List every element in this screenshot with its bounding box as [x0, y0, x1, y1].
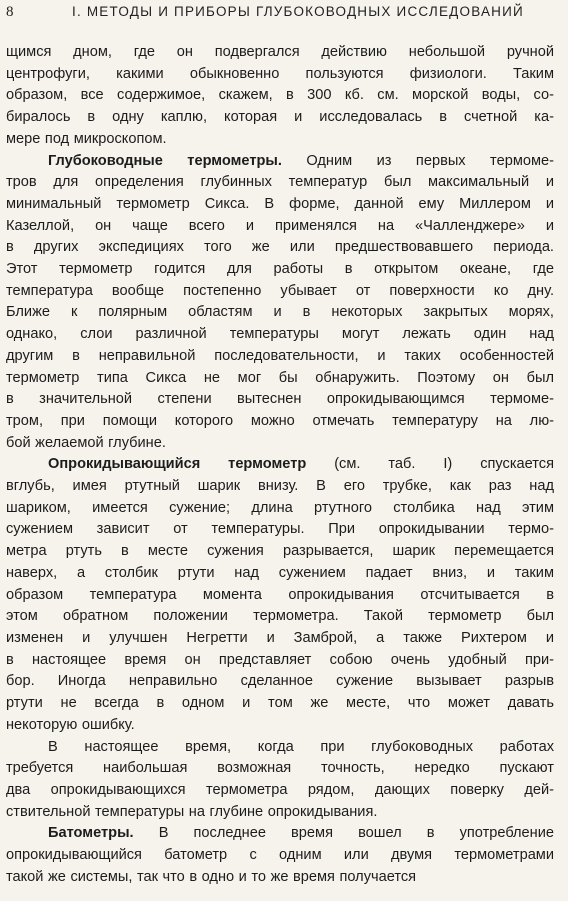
line-text: Одним из первых термоме- [281, 152, 554, 169]
text-line [6, 802, 554, 824]
paragraph [6, 737, 554, 824]
text-line [6, 389, 554, 411]
text-line [6, 324, 554, 346]
line-text: температура вообще постепенно убывает от поверхности ко дну. [6, 282, 554, 299]
line-text: наверх, а столбик ртути над сужением падает вниз, и таким [6, 564, 554, 581]
line-text: бор. Иногда неправильно сделанное сужение вызывает разрыв [6, 673, 554, 690]
text-line [6, 476, 554, 498]
line-text: в настоящее время он представляет собою очень удобный при- [6, 651, 554, 668]
text-line [6, 64, 554, 86]
text-line [6, 107, 554, 129]
line-text: такой же системы, так что в одно и то же время получается [6, 868, 417, 885]
line-text: тров для определения глубинных температур был максимальный и [6, 174, 554, 191]
text-line [6, 302, 554, 324]
line-text: этом обратном положении термометра. Такой термометр был [6, 608, 554, 625]
line-text: метра ртуть в месте сужения разрывается, шарик перемещается [6, 543, 554, 560]
line-text: два опрокидывающихся термометра рядом, дающих поверку дей- [6, 781, 554, 798]
line-text: однако, слои различной температуры могут лежать один над [6, 326, 554, 343]
text-line [6, 454, 554, 476]
text-line [6, 498, 554, 520]
text-line [6, 42, 554, 64]
text-line [6, 368, 554, 390]
text-line [6, 585, 554, 607]
text-line [6, 563, 554, 585]
text-line [6, 606, 554, 628]
text-line [6, 693, 554, 715]
text-line [6, 259, 554, 281]
section-heading: Опрокидывающийся термометр [48, 456, 307, 473]
chapter-title: I. МЕТОДЫ И ПРИБОРЫ ГЛУБОКОВОДНЫХ ИССЛЕДОВАНИЙ [72, 4, 524, 19]
line-text: в значительной степени вытеснен опрокидывающимся термоме- [6, 391, 554, 408]
body-text [6, 42, 554, 888]
text-line [6, 194, 554, 216]
line-text: В настоящее время, когда при глубоководных работах [48, 738, 554, 755]
line-text: шариком, имеется сужение; длина ртутного столбика над этим [6, 499, 554, 516]
line-text: В последнее время вошел в употребление [133, 825, 554, 842]
text-line [6, 85, 554, 107]
line-text: образом температура момента опрокидывания отсчитывается в [6, 586, 554, 603]
text-line [6, 281, 554, 303]
text-line [6, 433, 554, 455]
line-text: термометр типа Сикса не мог бы обнаружить. Поэтому он был [6, 369, 554, 386]
text-line [6, 715, 554, 737]
running-header [6, 4, 554, 30]
line-text: (см. таб. I) спускается [306, 456, 554, 473]
text-line [6, 867, 554, 889]
text-line [6, 151, 554, 173]
text-line [6, 346, 554, 368]
text-line [6, 129, 554, 151]
line-text: тром, при помощи которого можно отмечать температуру на лю- [6, 412, 554, 429]
line-text: ртути не всегда в одном и том же месте, что может давать [6, 695, 554, 712]
line-text: вглубь, имея ртутный шарик внизу. В его трубке, как раз над [6, 478, 554, 495]
text-line [6, 519, 554, 541]
text-line [6, 237, 554, 259]
text-line [6, 541, 554, 563]
line-text: Казеллой, он чаще всего и применялся на «Чалленджере» и [6, 217, 554, 234]
line-text: мере под микроскопом. [6, 130, 167, 147]
text-line [6, 172, 554, 194]
text-line [6, 411, 554, 433]
line-text: образом, все содержимое, скажем, в 300 кб. см. морской воды, со- [6, 87, 554, 104]
line-text: бой желаемой глубине. [6, 434, 166, 451]
line-text: ствительной температуры на глубине опрокидывания. [6, 803, 378, 820]
line-text: другим в неправильной последовательности, и таких особенностей [6, 347, 554, 364]
paragraph [6, 42, 554, 151]
line-text: опрокидывающийся батометр с одним или двумя термометрами [6, 847, 554, 864]
text-line [6, 737, 554, 759]
line-text: в других экспедициях того же или предшествовавшего периода. [6, 239, 554, 256]
line-text: некоторую ошибку. [6, 716, 135, 733]
section-heading: Батометры. [48, 825, 134, 842]
text-line [6, 216, 554, 238]
text-line [6, 628, 554, 650]
line-text: Ближе к полярным областям и в некоторых закрытых морях, [6, 304, 554, 321]
paragraph [6, 823, 554, 888]
line-text: биралось в одну каплю, которая и исследовалась в счетной ка- [6, 109, 554, 126]
paragraph [6, 151, 554, 455]
line-text: щимся дном, где он подвергался действию небольшой ручной [6, 44, 554, 60]
text-line [6, 671, 554, 693]
section-heading: Глубоководные термометры. [48, 152, 282, 169]
text-line [6, 650, 554, 672]
line-text: центрофуги, какими обыкновенно пользуются физиологи. Таким [6, 65, 554, 82]
text-line [6, 845, 554, 867]
page-number: 8 [6, 4, 14, 20]
text-line [6, 758, 554, 780]
text-line [6, 780, 554, 802]
paragraph [6, 454, 554, 736]
line-text: сужением зависит от температуры. При опрокидывании термо- [6, 521, 554, 538]
line-text: минимальный термометр Сикса. В форме, данной ему Миллером и [6, 195, 554, 212]
line-text: требуется наибольшая возможная точность, нередко пускают [6, 760, 554, 777]
line-text: Этот термометр годится для работы в открытом океане, где [6, 261, 554, 278]
text-line [6, 823, 554, 845]
line-text: изменен и улучшен Негретти и Замброй, а также Рихтером и [6, 629, 554, 646]
